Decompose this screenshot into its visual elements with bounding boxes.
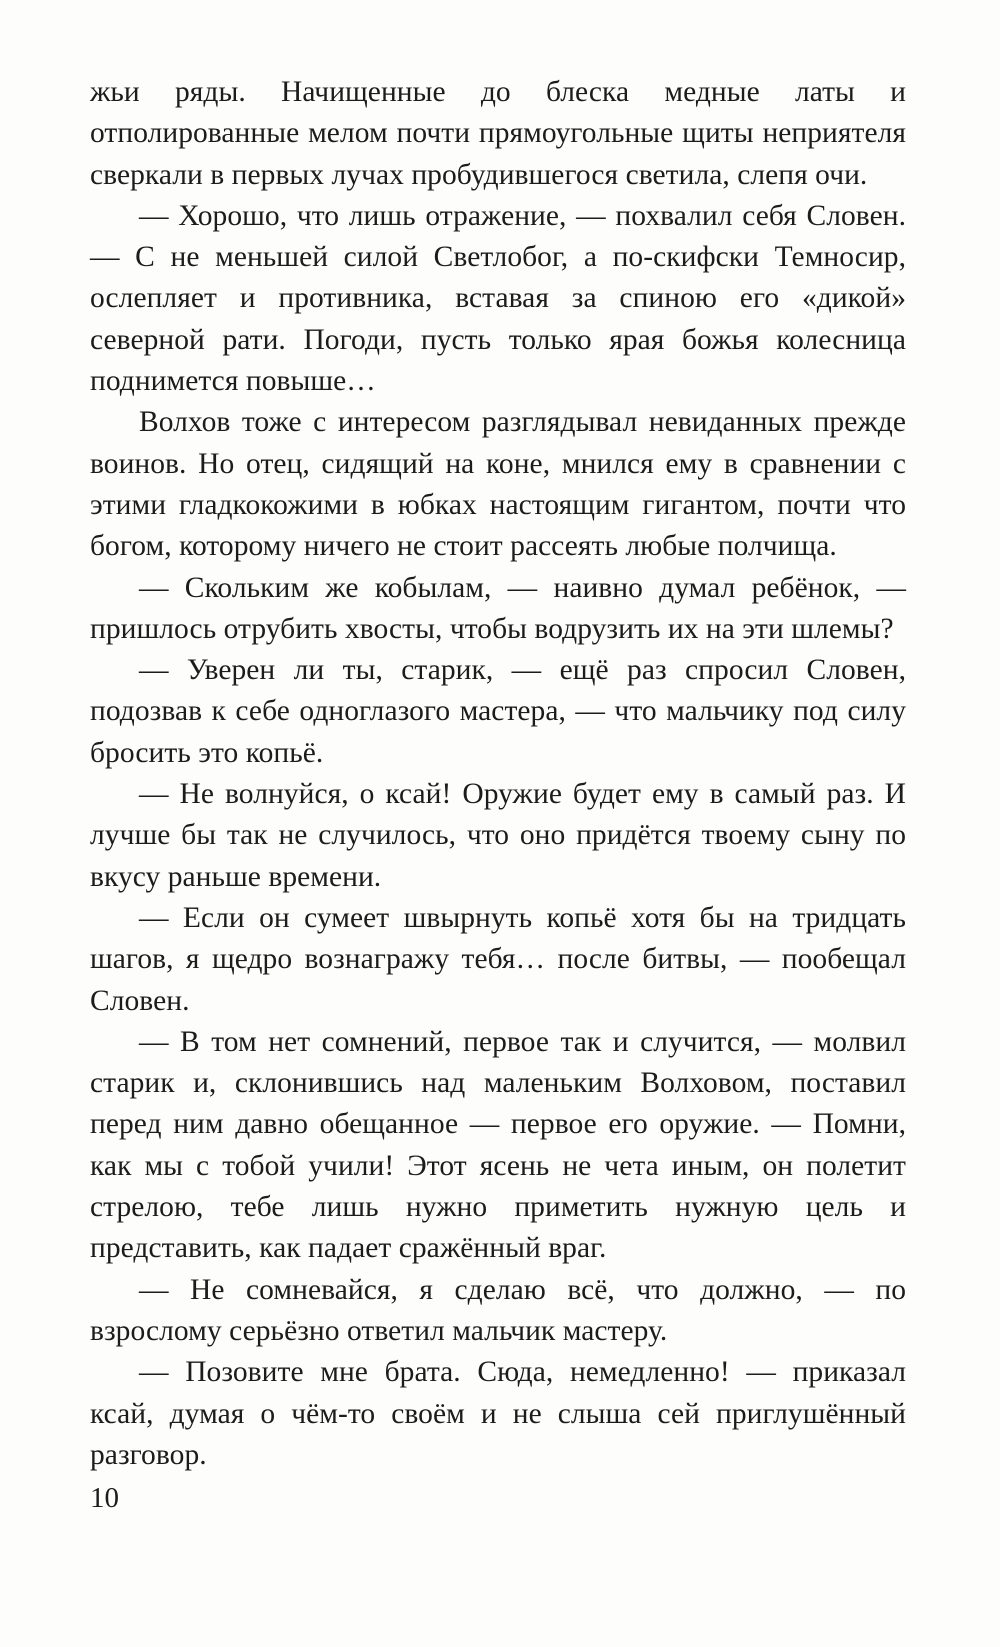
paragraph-10: — Позовите мне брата. Сюда, немедленно! — приказал ксай, думая о чём-то своём и не слыша сей приглушённый разговор.: [90, 1356, 906, 1471]
body-text: [90, 72, 906, 1476]
paragraph-7: — Если он сумеет швырнуть копьё хотя бы на тридцать шагов, я щедро вознагражу тебя… после битвы, — пообещал Словен.: [90, 901, 906, 1017]
paragraph-3: Волхов тоже с интересом разглядывал невиданных прежде воинов. Но отец, сидящий на коне, мнился ему в сравнении с этими гладкокожими в юбках настоящим гигантом, почти что богом, которому ничего не стоит рассеять любые полчища.: [90, 406, 906, 563]
paragraph-8: — В том нет сомнений, первое так и случится, — молвил старик и, склонившись над маленьким Волховом, поставил перед ним давно обещанное — первое его оружие. — Помни, как мы с тобой учили! Этот ясень не чета иным, он полетит стрелою, тебе лишь нужно приметить нужную цель и представить, как падает сражённый враг.: [90, 1025, 906, 1265]
paragraph-5: — Уверен ли ты, старик, — ещё раз спросил Словен, подозвав к себе одноглазого мастера, — что мальчику под силу бросить это копьё.: [90, 654, 906, 769]
paragraph-6: — Не волнуйся, о ксай! Оружие будет ему в самый раз. И лучше бы так не случилось, что оно придётся твоему сыну по вкусу раньше времени.: [90, 778, 906, 893]
paragraph-4: — Скольким же кобылам, — наивно думал ребёнок, — пришлось отрубить хвосты, чтобы водрузить их на эти шлемы?: [90, 571, 906, 645]
page-number: 10: [90, 1482, 119, 1514]
paragraph-9: — Не сомневайся, я сделаю всё, что должно, — по взрослому серьёзно ответил мальчик мастеру.: [90, 1273, 906, 1347]
paragraph-1: жьи ряды. Начищенные до блеска медные латы и отполированные мелом почти прямоугольные щиты неприятеля сверкали в первых лучах пробудившегося светила, слепя очи.: [90, 76, 906, 191]
paragraph-2: — Хорошо, что лишь отражение, — похвалил себя Словен. — С не меньшей силой Светлобог, а по-скифски Темносир, ослепляет и противника, вставая за спиною его «дикой» северной рати. Погоди, пусть только ярая божья колесница поднимется повыше…: [90, 199, 906, 398]
